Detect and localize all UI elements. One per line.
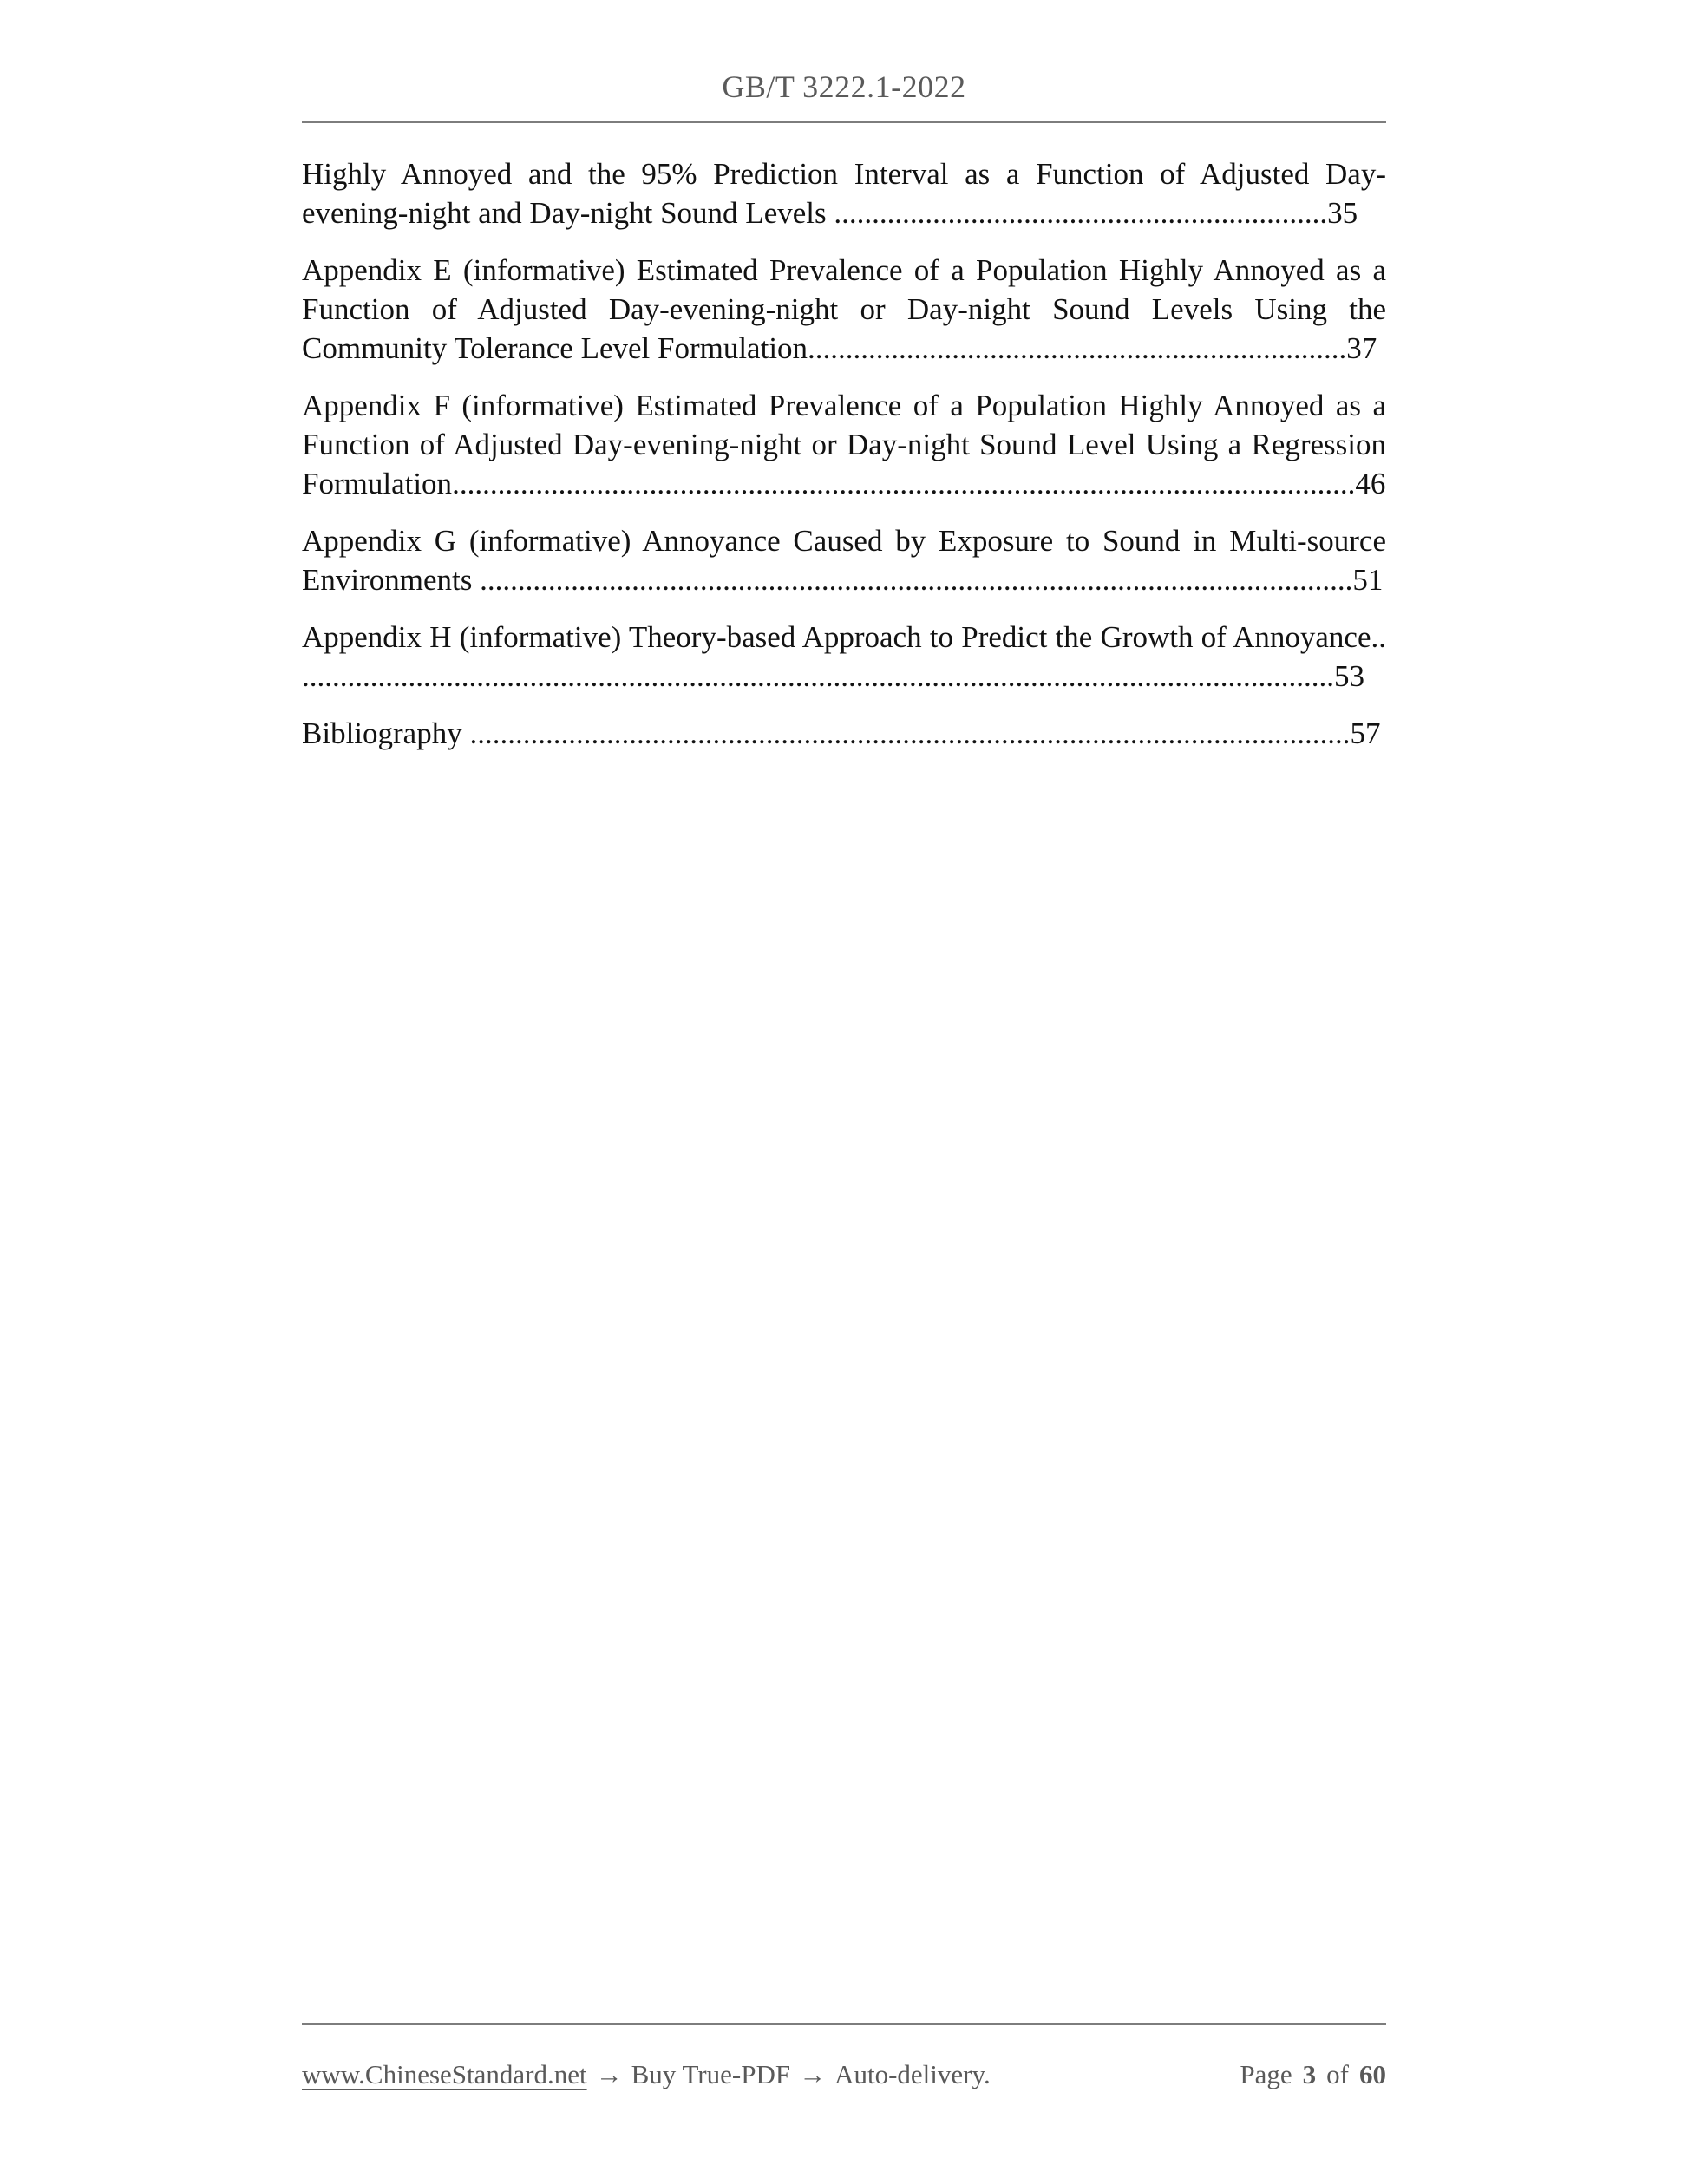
toc-page-number: 53: [1334, 659, 1364, 693]
footer-divider: [302, 2023, 1386, 2025]
of-label: of: [1326, 2059, 1349, 2089]
toc-entry: [302, 618, 1386, 696]
website-link[interactable]: www.ChineseStandard.net: [302, 2059, 587, 2089]
toc-entry: [302, 154, 1386, 232]
toc-entry-title: Appendix F (informative) Estimated Prevalence of a Population Highly Annoyed as a Function of Adjusted Day-evening-night or Day-night Sound Level Using a Regression Formulation: [302, 389, 1386, 500]
toc-leader-dots: .​.​.​.​.​.​.​.​.​.​.​.​.​.​.​.​.​.​.​.​.​.​.​.​.​.​.​.​.​.​.​.​.​.​.​.​.​.​.​.​.​.​.​.​.​.​.​.​.​.​.​.​.​.​.​.​.​.​.​.​.​.​.​.​.​.​.​.​.​.​.: [808, 331, 1347, 365]
page-footer: [302, 2057, 1386, 2092]
page-total: 60: [1359, 2059, 1386, 2089]
arrow-icon: →: [595, 2059, 623, 2089]
toc-page-number: 35: [1327, 196, 1358, 230]
toc-entry-title: Highly Annoyed and the 95% Prediction Interval as a Function of Adjusted Day-evening-night and Day-night Sound Levels: [302, 157, 1386, 230]
toc-entry: [302, 251, 1386, 368]
page-label: Page: [1240, 2059, 1292, 2089]
toc-page-number: 37: [1346, 331, 1377, 365]
toc-entry-title: Appendix E (informative) Estimated Prevalence of a Population Highly Annoyed as a Function of Adjusted Day-evening-night or Day-night Sound Levels Using the Community Tolerance Level Formulation: [302, 253, 1386, 365]
toc-entry-title: Appendix G (informative) Annoyance Caused by Exposure to Sound in Multi-source Environments: [302, 524, 1386, 597]
page-header: [302, 0, 1386, 105]
toc-section: [302, 154, 1386, 771]
toc-entry: [302, 714, 1386, 753]
toc-entry-title: Appendix H (informative) Theory-based Approach to Predict the Growth of Annoyance: [302, 620, 1371, 654]
toc-leader-dots: .​.​.​.​.​.​.​.​.​.​.​.​.​.​.​.​.​.​.​.​.​.​.​.​.​.​.​.​.​.​.​.​.​.​.​.​.​.​.​.​.​.​.​.​.​.​.​.​.​.​.​.​.​.​.​.​.​.​.​.​.​.​.​.​.​.​.​.​.​.​.​.​.​.​.​.​.​.​.​.​.​.​.​.​.​.​.​.​.​.​.​.​.​.​.​.​.​.​.​.​.​.​.​.​.​.​.​.​.​.​.​.​.​.​.​.: [469, 716, 1351, 750]
toc-entry: [302, 521, 1386, 599]
toc-page-number: 57: [1350, 716, 1381, 750]
toc-leader-dots: .​.​.​.​.​.​.​.​.​.​.​.​.​.​.​.​.​.​.​.​.​.​.​.​.​.​.​.​.​.​.​.​.​.​.​.​.​.​.​.​.​.​.​.​.​.​.​.​.​.​.​.​.​.​.​.​.​.​.​.​.​.​.​.​.​.​.​.​.​.​.​.​.​.​.​.​.​.​.​.​.​.​.​.​.​.​.​.​.​.​.​.​.​.​.​.​.​.​.​.​.​.​.​.​.​.​.​.​.​.​.​.​.​.​.: [480, 563, 1353, 597]
arrow-icon: →: [799, 2059, 827, 2089]
page-indicator: [1240, 2057, 1386, 2092]
footer-info: [302, 2057, 991, 2092]
toc-leader-dots: .​.​.​.​.​.​.​.​.​.​.​.​.​.​.​.​.​.​.​.​.​.​.​.​.​.​.​.​.​.​.​.​.​.​.​.​.​.​.​.​.​.​.​.​.​.​.​.​.​.​.​.​.​.​.​.​.​.​.​.​.​.​.​.​.​.​.​.​.​.​.​.​.​.​.​.​.​.​.​.​.​.​.​.​.​.​.​.​.​.​.​.​.​.​.​.​.​.​.​.​.​.​.​.​.​.​.​.​.​.​.​.​.​.​.​.​.​.​.​.​.​.​.​.​.​.​.​.​.​.​.​.​.​.​.​.​.​.: [302, 620, 1386, 693]
toc-leader-dots: .​.​.​.​.​.​.​.​.​.​.​.​.​.​.​.​.​.​.​.​.​.​.​.​.​.​.​.​.​.​.​.​.​.​.​.​.​.​.​.​.​.​.​.​.​.​.​.​.​.​.​.​.​.​.​.​.​.​.​.​.​.​.​.​.: [834, 196, 1328, 230]
toc-entry: [302, 386, 1386, 503]
footer-step-buy: Buy True-PDF: [631, 2059, 791, 2089]
toc-entry-title: Bibliography: [302, 716, 470, 750]
footer-step-delivery: Auto-delivery.: [834, 2059, 991, 2089]
toc-page-number: 46: [1355, 467, 1386, 500]
toc-page-number: 51: [1352, 563, 1384, 597]
page-current: 3: [1302, 2059, 1317, 2089]
toc-leader-dots: .​.​.​.​.​.​.​.​.​.​.​.​.​.​.​.​.​.​.​.​.​.​.​.​.​.​.​.​.​.​.​.​.​.​.​.​.​.​.​.​.​.​.​.​.​.​.​.​.​.​.​.​.​.​.​.​.​.​.​.​.​.​.​.​.​.​.​.​.​.​.​.​.​.​.​.​.​.​.​.​.​.​.​.​.​.​.​.​.​.​.​.​.​.​.​.​.​.​.​.​.​.​.​.​.​.​.​.​.​.​.​.​.​.​.​.​.​.​.: [452, 467, 1356, 500]
standard-number-title: GB/T 3222.1-2022: [722, 69, 966, 104]
header-divider: [302, 121, 1386, 123]
